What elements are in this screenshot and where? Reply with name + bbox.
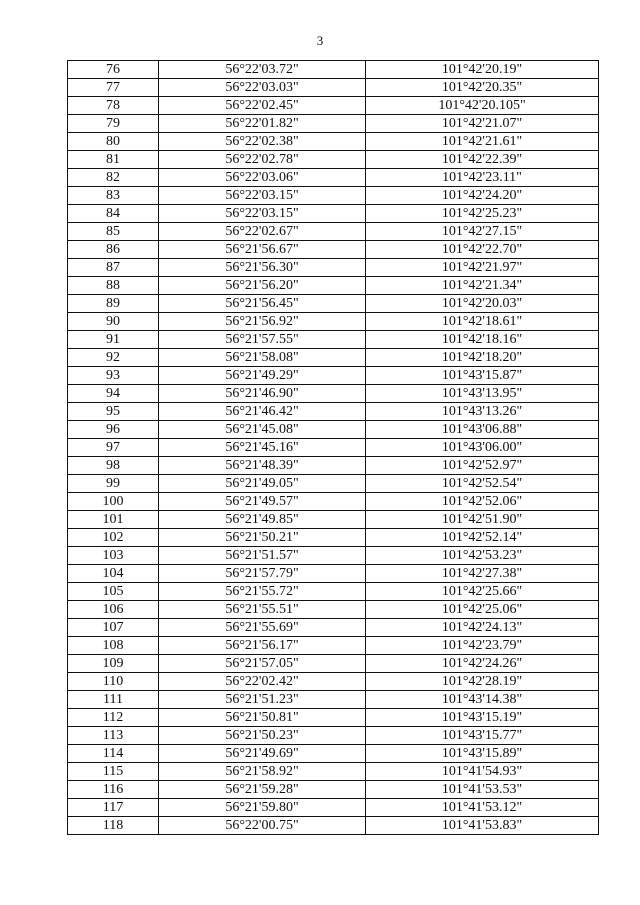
latitude-cell: 56°21'55.69" bbox=[159, 619, 366, 637]
latitude-cell: 56°21'58.08" bbox=[159, 349, 366, 367]
latitude-cell: 56°21'49.05" bbox=[159, 475, 366, 493]
table-row bbox=[68, 115, 599, 133]
point-number-cell: 81 bbox=[68, 151, 159, 169]
longitude-cell: 101°42'20.03" bbox=[366, 295, 599, 313]
table-row bbox=[68, 331, 599, 349]
table-row bbox=[68, 349, 599, 367]
longitude-cell: 101°43'14.38" bbox=[366, 691, 599, 709]
point-number-cell: 113 bbox=[68, 727, 159, 745]
table-row bbox=[68, 61, 599, 79]
longitude-cell: 101°42'23.11" bbox=[366, 169, 599, 187]
longitude-cell: 101°43'15.77" bbox=[366, 727, 599, 745]
longitude-cell: 101°42'18.61" bbox=[366, 313, 599, 331]
table-row bbox=[68, 673, 599, 691]
longitude-cell: 101°42'18.16" bbox=[366, 331, 599, 349]
longitude-cell: 101°42'24.26" bbox=[366, 655, 599, 673]
longitude-cell: 101°42'21.34" bbox=[366, 277, 599, 295]
longitude-cell: 101°42'52.06" bbox=[366, 493, 599, 511]
table-row bbox=[68, 421, 599, 439]
point-number-cell: 111 bbox=[68, 691, 159, 709]
longitude-cell: 101°42'24.13" bbox=[366, 619, 599, 637]
point-number-cell: 78 bbox=[68, 97, 159, 115]
latitude-cell: 56°21'46.90" bbox=[159, 385, 366, 403]
latitude-cell: 56°21'56.45" bbox=[159, 295, 366, 313]
point-number-cell: 117 bbox=[68, 799, 159, 817]
longitude-cell: 101°42'52.14" bbox=[366, 529, 599, 547]
table-row bbox=[68, 97, 599, 115]
latitude-cell: 56°21'56.30" bbox=[159, 259, 366, 277]
point-number-cell: 118 bbox=[68, 817, 159, 835]
longitude-cell: 101°42'25.66" bbox=[366, 583, 599, 601]
latitude-cell: 56°21'59.28" bbox=[159, 781, 366, 799]
table-row bbox=[68, 457, 599, 475]
point-number-cell: 107 bbox=[68, 619, 159, 637]
table-row bbox=[68, 601, 599, 619]
longitude-cell: 101°43'15.19" bbox=[366, 709, 599, 727]
point-number-cell: 103 bbox=[68, 547, 159, 565]
longitude-cell: 101°42'22.70" bbox=[366, 241, 599, 259]
latitude-cell: 56°22'03.06" bbox=[159, 169, 366, 187]
point-number-cell: 99 bbox=[68, 475, 159, 493]
table-row bbox=[68, 259, 599, 277]
point-number-cell: 89 bbox=[68, 295, 159, 313]
latitude-cell: 56°21'49.29" bbox=[159, 367, 366, 385]
table-row bbox=[68, 133, 599, 151]
table-row bbox=[68, 511, 599, 529]
latitude-cell: 56°21'57.79" bbox=[159, 565, 366, 583]
longitude-cell: 101°42'22.39" bbox=[366, 151, 599, 169]
point-number-cell: 108 bbox=[68, 637, 159, 655]
latitude-cell: 56°22'03.15" bbox=[159, 187, 366, 205]
table-row bbox=[68, 529, 599, 547]
latitude-cell: 56°21'59.80" bbox=[159, 799, 366, 817]
point-number-cell: 116 bbox=[68, 781, 159, 799]
longitude-cell: 101°43'13.26" bbox=[366, 403, 599, 421]
latitude-cell: 56°22'02.38" bbox=[159, 133, 366, 151]
page-number: 3 bbox=[316, 33, 324, 48]
point-number-cell: 98 bbox=[68, 457, 159, 475]
latitude-cell: 56°21'45.08" bbox=[159, 421, 366, 439]
longitude-cell: 101°43'13.95" bbox=[366, 385, 599, 403]
table-row bbox=[68, 727, 599, 745]
table-row bbox=[68, 277, 599, 295]
latitude-cell: 56°21'45.16" bbox=[159, 439, 366, 457]
longitude-cell: 101°42'20.19" bbox=[366, 61, 599, 79]
longitude-cell: 101°42'21.97" bbox=[366, 259, 599, 277]
longitude-cell: 101°42'51.90" bbox=[366, 511, 599, 529]
latitude-cell: 56°21'48.39" bbox=[159, 457, 366, 475]
longitude-cell: 101°41'54.93" bbox=[366, 763, 599, 781]
table-row bbox=[68, 619, 599, 637]
table-row bbox=[68, 439, 599, 457]
table-row bbox=[68, 709, 599, 727]
longitude-cell: 101°42'27.15" bbox=[366, 223, 599, 241]
table-row bbox=[68, 295, 599, 313]
table-row bbox=[68, 403, 599, 421]
point-number-cell: 83 bbox=[68, 187, 159, 205]
point-number-cell: 79 bbox=[68, 115, 159, 133]
point-number-cell: 114 bbox=[68, 745, 159, 763]
longitude-cell: 101°42'25.06" bbox=[366, 601, 599, 619]
longitude-cell: 101°43'15.87" bbox=[366, 367, 599, 385]
longitude-cell: 101°42'25.23" bbox=[366, 205, 599, 223]
point-number-cell: 94 bbox=[68, 385, 159, 403]
point-number-cell: 86 bbox=[68, 241, 159, 259]
latitude-cell: 56°21'57.55" bbox=[159, 331, 366, 349]
longitude-cell: 101°42'28.19" bbox=[366, 673, 599, 691]
latitude-cell: 56°21'56.67" bbox=[159, 241, 366, 259]
longitude-cell: 101°42'24.20" bbox=[366, 187, 599, 205]
point-number-cell: 105 bbox=[68, 583, 159, 601]
latitude-cell: 56°21'51.23" bbox=[159, 691, 366, 709]
table-row bbox=[68, 475, 599, 493]
table-row bbox=[68, 313, 599, 331]
table-row bbox=[68, 565, 599, 583]
longitude-cell: 101°42'52.97" bbox=[366, 457, 599, 475]
point-number-cell: 88 bbox=[68, 277, 159, 295]
table-row bbox=[68, 781, 599, 799]
point-number-cell: 97 bbox=[68, 439, 159, 457]
point-number-cell: 115 bbox=[68, 763, 159, 781]
latitude-cell: 56°22'02.45" bbox=[159, 97, 366, 115]
latitude-cell: 56°21'55.51" bbox=[159, 601, 366, 619]
table-row bbox=[68, 691, 599, 709]
table-row bbox=[68, 583, 599, 601]
point-number-cell: 76 bbox=[68, 61, 159, 79]
table-row bbox=[68, 655, 599, 673]
latitude-cell: 56°21'49.69" bbox=[159, 745, 366, 763]
latitude-cell: 56°21'55.72" bbox=[159, 583, 366, 601]
table-row bbox=[68, 637, 599, 655]
point-number-cell: 87 bbox=[68, 259, 159, 277]
longitude-cell: 101°42'53.23" bbox=[366, 547, 599, 565]
point-number-cell: 90 bbox=[68, 313, 159, 331]
point-number-cell: 109 bbox=[68, 655, 159, 673]
longitude-cell: 101°43'15.89" bbox=[366, 745, 599, 763]
latitude-cell: 56°21'50.23" bbox=[159, 727, 366, 745]
point-number-cell: 110 bbox=[68, 673, 159, 691]
point-number-cell: 95 bbox=[68, 403, 159, 421]
latitude-cell: 56°21'51.57" bbox=[159, 547, 366, 565]
longitude-cell: 101°43'06.88" bbox=[366, 421, 599, 439]
table-row bbox=[68, 151, 599, 169]
point-number-cell: 92 bbox=[68, 349, 159, 367]
latitude-cell: 56°22'02.67" bbox=[159, 223, 366, 241]
latitude-cell: 56°21'50.81" bbox=[159, 709, 366, 727]
table-row bbox=[68, 493, 599, 511]
latitude-cell: 56°22'02.42" bbox=[159, 673, 366, 691]
latitude-cell: 56°21'58.92" bbox=[159, 763, 366, 781]
longitude-cell: 101°43'06.00" bbox=[366, 439, 599, 457]
latitude-cell: 56°21'56.17" bbox=[159, 637, 366, 655]
longitude-cell: 101°42'21.07" bbox=[366, 115, 599, 133]
point-number-cell: 91 bbox=[68, 331, 159, 349]
table-row bbox=[68, 547, 599, 565]
latitude-cell: 56°21'57.05" bbox=[159, 655, 366, 673]
table-row bbox=[68, 241, 599, 259]
latitude-cell: 56°22'03.03" bbox=[159, 79, 366, 97]
longitude-cell: 101°42'18.20" bbox=[366, 349, 599, 367]
table-row bbox=[68, 79, 599, 97]
table-row bbox=[68, 385, 599, 403]
latitude-cell: 56°22'01.82" bbox=[159, 115, 366, 133]
longitude-cell: 101°42'23.79" bbox=[366, 637, 599, 655]
table-row bbox=[68, 205, 599, 223]
table-row bbox=[68, 763, 599, 781]
point-number-cell: 84 bbox=[68, 205, 159, 223]
longitude-cell: 101°42'20.35" bbox=[366, 79, 599, 97]
coordinates-table-body bbox=[68, 61, 599, 835]
longitude-cell: 101°42'21.61" bbox=[366, 133, 599, 151]
point-number-cell: 104 bbox=[68, 565, 159, 583]
table-row bbox=[68, 745, 599, 763]
longitude-cell: 101°41'53.12" bbox=[366, 799, 599, 817]
table-row bbox=[68, 799, 599, 817]
latitude-cell: 56°21'50.21" bbox=[159, 529, 366, 547]
longitude-cell: 101°42'27.38" bbox=[366, 565, 599, 583]
point-number-cell: 101 bbox=[68, 511, 159, 529]
latitude-cell: 56°22'03.72" bbox=[159, 61, 366, 79]
longitude-cell: 101°42'20.105" bbox=[366, 97, 599, 115]
longitude-cell: 101°41'53.83" bbox=[366, 817, 599, 835]
table-row bbox=[68, 187, 599, 205]
point-number-cell: 106 bbox=[68, 601, 159, 619]
latitude-cell: 56°22'02.78" bbox=[159, 151, 366, 169]
latitude-cell: 56°21'56.92" bbox=[159, 313, 366, 331]
table-row bbox=[68, 367, 599, 385]
point-number-cell: 93 bbox=[68, 367, 159, 385]
longitude-cell: 101°41'53.53" bbox=[366, 781, 599, 799]
point-number-cell: 96 bbox=[68, 421, 159, 439]
table-row bbox=[68, 817, 599, 835]
latitude-cell: 56°21'49.57" bbox=[159, 493, 366, 511]
point-number-cell: 100 bbox=[68, 493, 159, 511]
longitude-cell: 101°42'52.54" bbox=[366, 475, 599, 493]
point-number-cell: 77 bbox=[68, 79, 159, 97]
table-row bbox=[68, 169, 599, 187]
point-number-cell: 102 bbox=[68, 529, 159, 547]
latitude-cell: 56°22'03.15" bbox=[159, 205, 366, 223]
latitude-cell: 56°22'00.75" bbox=[159, 817, 366, 835]
coordinates-table bbox=[67, 60, 599, 835]
point-number-cell: 80 bbox=[68, 133, 159, 151]
point-number-cell: 82 bbox=[68, 169, 159, 187]
table-row bbox=[68, 223, 599, 241]
latitude-cell: 56°21'46.42" bbox=[159, 403, 366, 421]
point-number-cell: 112 bbox=[68, 709, 159, 727]
latitude-cell: 56°21'49.85" bbox=[159, 511, 366, 529]
point-number-cell: 85 bbox=[68, 223, 159, 241]
latitude-cell: 56°21'56.20" bbox=[159, 277, 366, 295]
